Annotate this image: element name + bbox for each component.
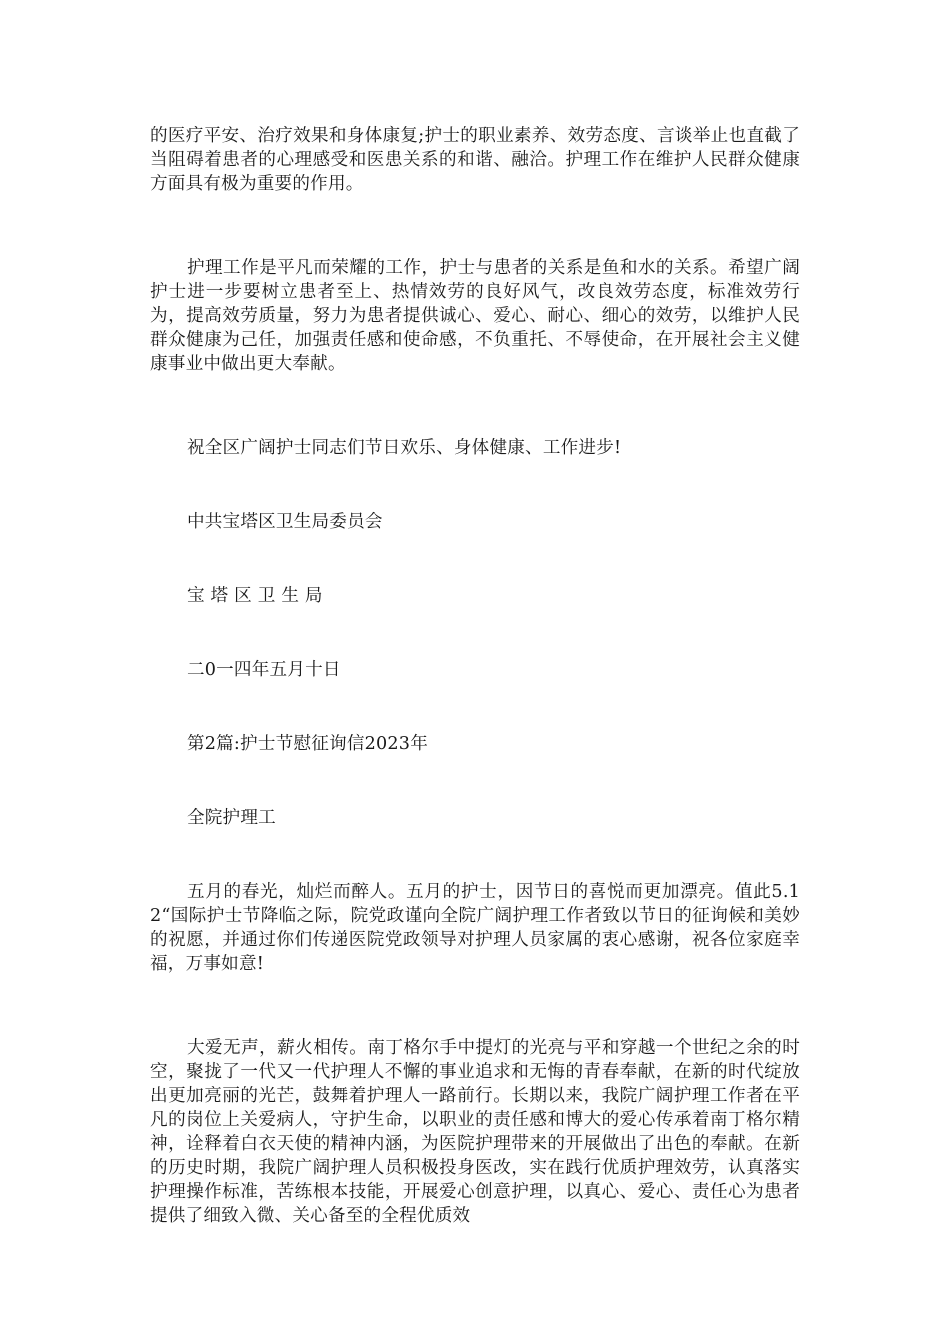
signature-bureau: 宝塔区卫生局 (186, 586, 329, 606)
document-page (150, 124, 800, 1228)
signature-date: 二0一四年五月十日 (186, 660, 341, 680)
paragraph-1: 的医疗平安、治疗效果和身体康复;护士的职业素养、效劳态度、言谈举止也直截了当阻碍着患者的心理感受和医患关系的和谐、融洽。护理工作在维护人民群众健康方面具有极为重要的作用。 (150, 126, 800, 194)
signature-committee: 中共宝塔区卫生局委员会 (186, 512, 383, 532)
salutation: 全院护理工 (186, 808, 276, 828)
paragraph-2: 护理工作是平凡而荣耀的工作，护士与患者的关系是鱼和水的关系。希望广阔护士进一步要树立患者至上、热情效劳的良好风气，改良效劳态度，标准效劳行为，提高效劳质量，努力为患者提供诚心、爱心、耐心、细心的效劳，以维护人民群众健康为己任，加强责任感和使命感，不负重托、不辱使命，在开展社会主义健康事业中做出更大奉献。 (150, 258, 800, 374)
greeting-line: 祝全区广阔护士同志们节日欢乐、身体健康、工作进步! (186, 438, 622, 458)
section-title: 第2篇:护士节慰征询信2023年 (186, 734, 428, 754)
paragraph-3: 五月的春光，灿烂而醉人。五月的护士，因节日的喜悦而更加漂亮。值此5.12“国际护士节降临之际，院党政谨向全院广阔护理工作者致以节日的征询候和美妙的祝愿，并通过你们传递医院党政领导对护理人员家属的衷心感谢，祝各位家庭幸福，万事如意! (150, 882, 800, 974)
paragraph-4: 大爱无声，薪火相传。南丁格尔手中提灯的光亮与平和穿越一个世纪之余的时空，聚拢了一代又一代护理人不懈的事业追求和无悔的青春奉献，在新的时代绽放出更加亮丽的光芒，鼓舞着护理人一路前行。长期以来，我院广阔护理工作者在平凡的岗位上关爱病人，守护生命，以职业的责任感和博大的爱心传承着南丁格尔精神，诠释着白衣天使的精神内涵，为医院护理带来的开展做出了出色的奉献。在新的历史时期，我院广阔护理人员积极投身医改，实在践行优质护理效劳，认真落实护理操作标准，苦练根本技能，开展爱心创意护理，以真心、爱心、责任心为患者提供了细致入微、关心备至的全程优质效 (150, 1038, 800, 1226)
